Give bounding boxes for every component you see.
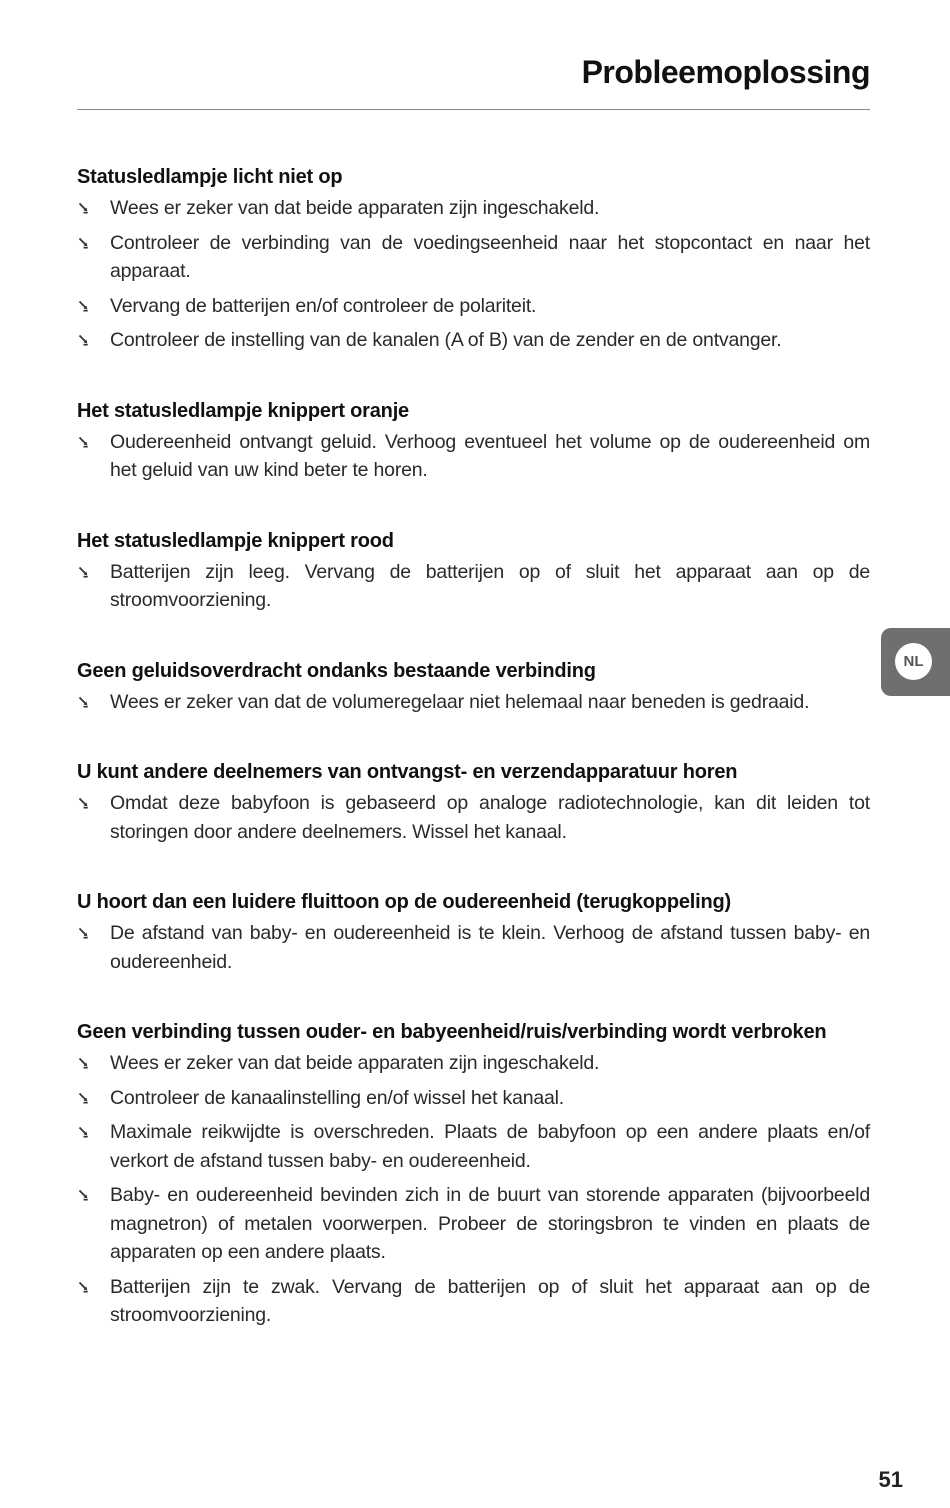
list-item (77, 1084, 870, 1113)
arrow-down-right-icon: ⭸ (78, 232, 89, 253)
troubleshooting-section (77, 654, 870, 717)
section-heading: Geen geluidsoverdracht ondanks bestaande verbinding (77, 659, 596, 682)
list-item-text: Vervang de batterijen en/of controleer de polariteit. (110, 294, 537, 317)
arrow-down-right-icon: ⭸ (78, 1087, 89, 1108)
page-number: 51 (878, 1467, 903, 1492)
arrow-down-right-icon: ⭸ (78, 1053, 89, 1073)
troubleshooting-section (77, 1015, 870, 1330)
language-tab (881, 628, 950, 696)
section-heading: Het statusledlampje knippert rood (77, 529, 394, 552)
arrow-down-right-icon: ⭸ (78, 923, 89, 943)
list-item-text: Baby- en oudereenheid bevinden zich in de buurt van storende apparaten (bijvoorbeeld magnetron) of metalen voorwerpen. Probeer de storingsbron te vinden en plaats de apparaten op een andere plaats. (110, 1184, 870, 1263)
list-item-text: Batterijen zijn te zwak. Vervang de batterijen op of sluit het apparaat aan op de stroomvoorziening. (110, 1275, 870, 1326)
bullet-list (77, 1049, 870, 1330)
arrow-down-right-icon: ⭸ (78, 1276, 89, 1297)
list-item-text: Maximale reikwijdte is overschreden. Plaats de babyfoon op een andere plaats en/of verkort de afstand tussen baby- en oudereenheid. (110, 1121, 870, 1172)
list-item (77, 326, 870, 355)
list-item-text: Wees er zeker van dat de volumeregelaar niet helemaal naar beneden is gedraaid. (110, 690, 810, 713)
arrow-down-right-icon: ⭸ (78, 431, 89, 452)
arrow-down-right-icon: ⭸ (78, 691, 89, 712)
list-item (77, 1118, 870, 1175)
bullet-list (77, 789, 870, 846)
troubleshooting-section (77, 524, 870, 615)
list-item (77, 194, 870, 223)
list-item (77, 558, 870, 615)
list-item-text: De afstand van baby- en oudereenheid is te klein. Verhoog de afstand tussen baby- en oudereenheid. (110, 922, 870, 973)
list-item (77, 292, 870, 321)
section-heading: U kunt andere deelnemers van ontvangst- en verzendapparatuur horen (77, 761, 738, 783)
list-item-text: Wees er zeker van dat beide apparaten zijn ingeschakeld. (110, 197, 600, 219)
arrow-down-right-icon: ⭸ (78, 1122, 89, 1142)
title-divider (77, 109, 870, 110)
list-item (77, 1049, 870, 1078)
list-item (77, 229, 870, 286)
language-badge: NL (895, 643, 932, 680)
list-item-text: Wees er zeker van dat beide apparaten zijn ingeschakeld. (110, 1052, 600, 1074)
list-item-text: Controleer de verbinding van de voedingseenheid naar het stopcontact en naar het apparaat. (110, 231, 870, 282)
troubleshooting-section (77, 885, 870, 976)
list-item-text: Omdat deze babyfoon is gebaseerd op analoge radiotechnologie, kan dit leiden tot storingen door andere deelnemers. Wissel het kanaal. (110, 792, 870, 843)
bullet-list (77, 558, 870, 615)
arrow-down-right-icon: ⭸ (78, 561, 89, 582)
bullet-list (77, 919, 870, 976)
troubleshooting-section (77, 755, 870, 846)
troubleshooting-content (77, 160, 870, 1369)
list-item-text: Oudereenheid ontvangt geluid. Verhoog eventueel het volume op de oudereenheid om het geluid van uw kind beter te horen. (110, 430, 870, 481)
page-title: Probleemoplossing (581, 54, 870, 90)
arrow-down-right-icon: ⭸ (78, 1185, 89, 1205)
list-item (77, 688, 870, 717)
bullet-list (77, 194, 870, 355)
list-item-text: Controleer de instelling van de kanalen (A of B) van de zender en de ontvanger. (110, 329, 782, 351)
list-item-text: Controleer de kanaalinstelling en/of wissel het kanaal. (110, 1086, 565, 1109)
section-heading: Geen verbinding tussen ouder- en babyeenheid/ruis/verbinding wordt verbroken (77, 1021, 827, 1043)
list-item (77, 1273, 870, 1330)
section-heading: U hoort dan een luidere fluittoon op de oudereenheid (terugkoppeling) (77, 891, 731, 913)
bullet-list (77, 688, 870, 717)
section-heading: Het statusledlampje knippert oranje (77, 399, 409, 422)
bullet-list (77, 428, 870, 485)
list-item (77, 1181, 870, 1267)
list-item-text: Batterijen zijn leeg. Vervang de batterijen op of sluit het apparaat aan op de stroomvoorziening. (110, 560, 870, 611)
arrow-down-right-icon: ⭸ (78, 295, 89, 316)
troubleshooting-section (77, 394, 870, 485)
arrow-down-right-icon: ⭸ (78, 793, 89, 813)
list-item (77, 919, 870, 976)
list-item (77, 789, 870, 846)
arrow-down-right-icon: ⭸ (78, 198, 89, 218)
list-item (77, 428, 870, 485)
arrow-down-right-icon: ⭸ (78, 330, 89, 350)
section-heading: Statusledlampje licht niet op (77, 166, 343, 188)
troubleshooting-section (77, 160, 870, 355)
